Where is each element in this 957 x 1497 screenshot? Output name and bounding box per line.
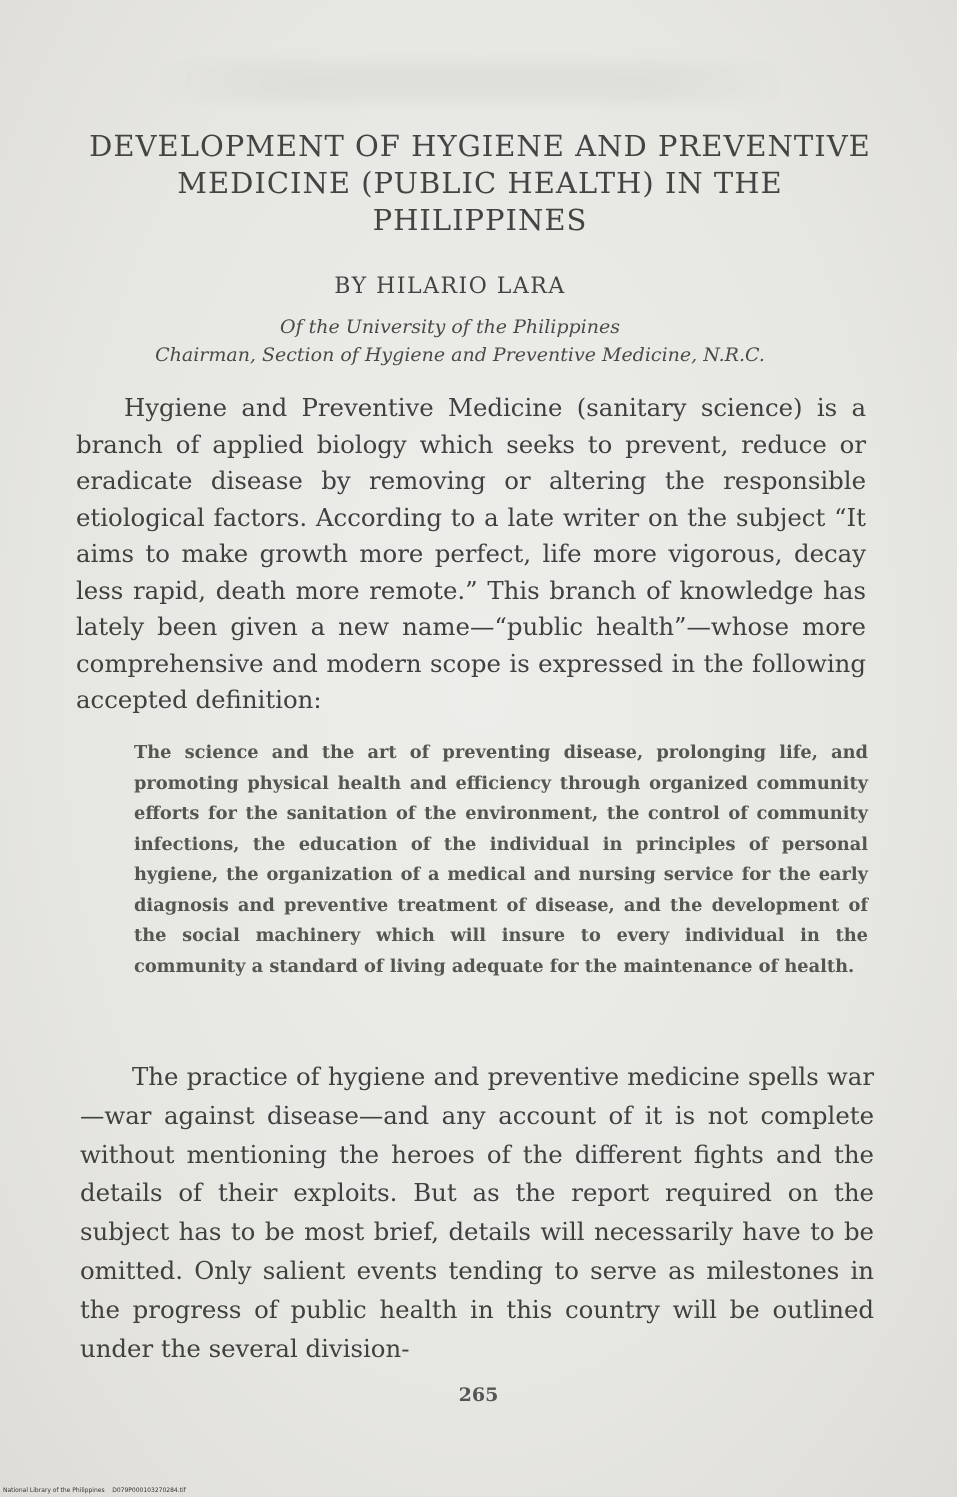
author-affiliation: Of the University of the Philippines (280, 316, 620, 338)
block-quote-definition: The science and the art of preventing disease, prolonging life, and promoting physical health and efficiency through organized community efforts for the sanitation of the environment, the control of community infections, the education of the individual in principles of personal hygiene, the organization of a medical and nursing service for the early diagnosis and preventive treatment of disease, and the development of the social machinery which will insure to every individual in the community a standard of living adequate for the maintenance of health. (134, 742, 868, 977)
scan-footer (3, 1487, 186, 1494)
bleed-through-shadow (150, 62, 790, 102)
author-byline: BY HILARIO LARA (334, 274, 566, 299)
title-line-2: MEDICINE (PUBLIC HEALTH) IN THE (177, 166, 783, 200)
paragraph-2: The practice of hygiene and preventive medicine spells war—war against disease—and any account of it is not complete without mentioning the heroes of the different fights and the details of their exploits. But as the report required on the subject has to be most brief, details will necessarily have to be omitted. Only salient events tending to serve as milestones in the progress of public health in this country will be outlined under the several division- (80, 1062, 874, 1363)
page-number: 265 (458, 1384, 499, 1406)
paragraph-1: Hygiene and Preventive Medicine (sanitary science) is a branch of applied biology which seeks to prevent, reduce or eradicate disease by removing or altering the responsible etiological factors. According to a late writer on the subject “It aims to make growth more perfect, life more vigorous, decay less rapid, death more remote.” This branch of knowledge has lately been given a new name—“public health”—whose more comprehensive and modern scope is expressed in the following accepted definition: (76, 393, 866, 714)
author-position: Chairman, Section of Hygiene and Preventive Medicine, N.R.C. (155, 344, 765, 366)
article-title (60, 128, 900, 239)
footer-source: National Library of the Philippines (3, 1487, 105, 1494)
title-line-3: PHILIPPINES (372, 203, 588, 237)
title-line-1: DEVELOPMENT OF HYGIENE AND PREVENTIVE (89, 129, 871, 163)
footer-code: D079P000103270284.tif (112, 1487, 186, 1494)
